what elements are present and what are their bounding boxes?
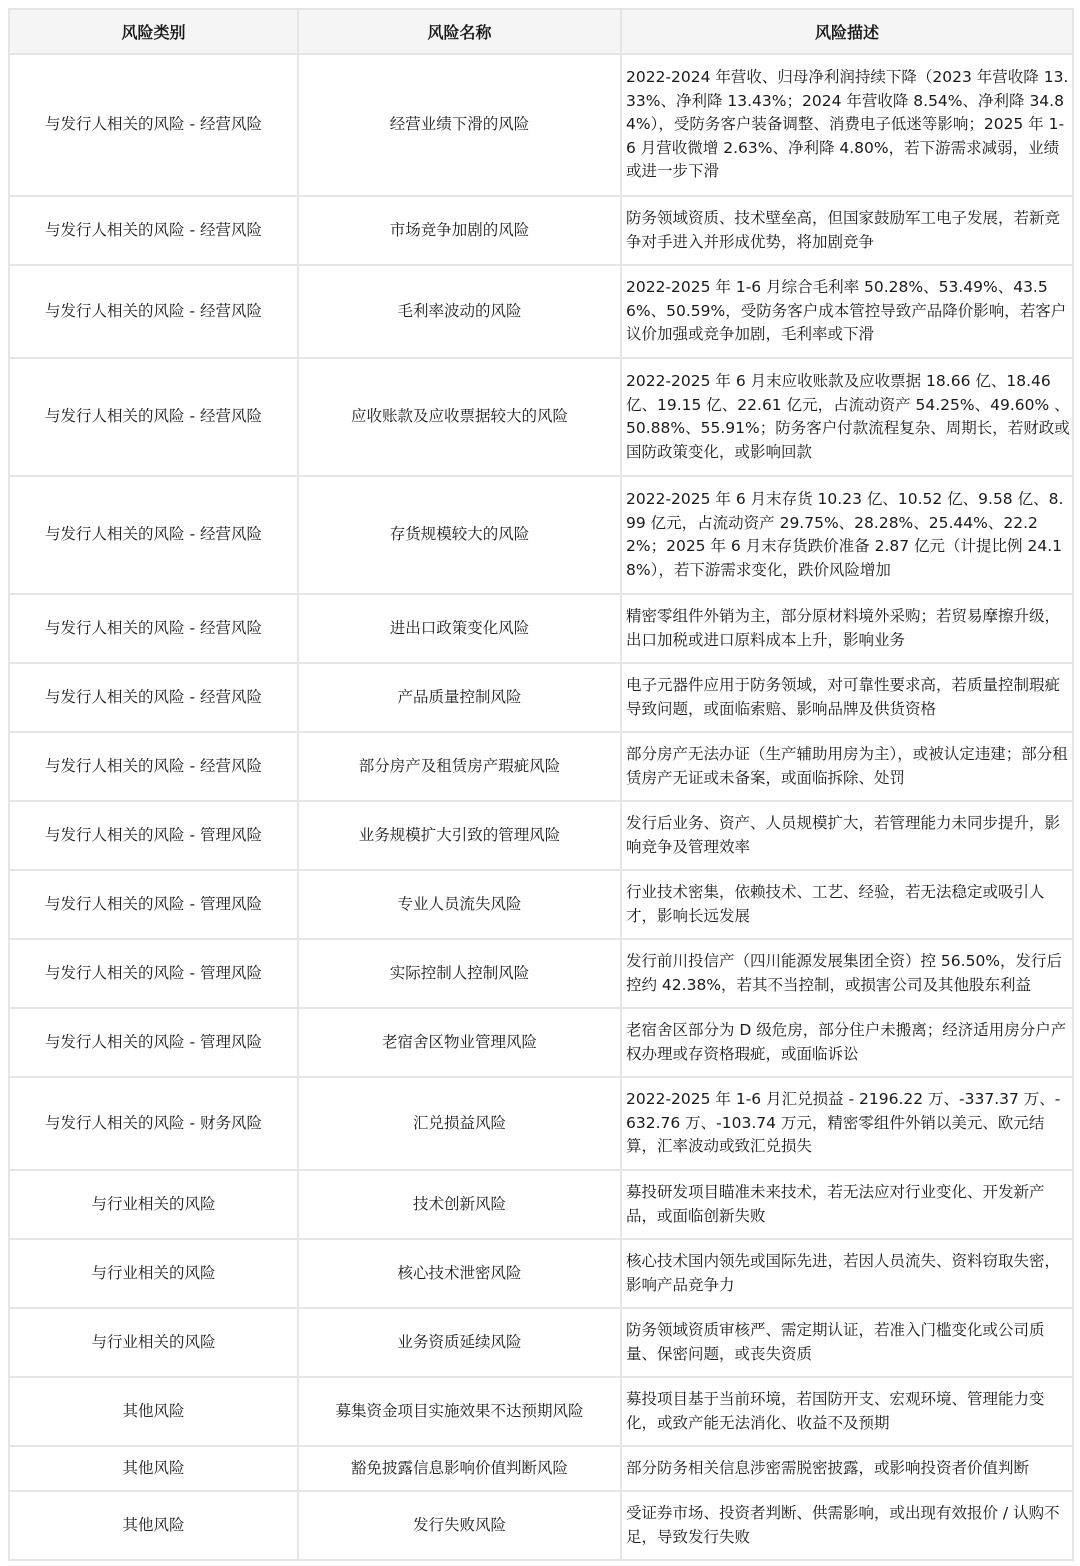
risk-description-cell: 行业技术密集，依赖技术、工艺、经验，若无法稳定或吸引人才，影响长远发展 (621, 870, 1073, 939)
risk-description-cell: 部分房产无法办证（生产辅助用房为主），或被认定违建；部分租赁房产无证或未备案，或面临拆除、处罚 (621, 732, 1073, 801)
table-row (9, 939, 1073, 1008)
risk-category-cell: 与发行人相关的风险 - 经营风险 (9, 358, 298, 476)
table-row (9, 1308, 1073, 1377)
risk-table-container (8, 8, 1072, 1561)
risk-description-cell: 精密零组件外销为主，部分原材料境外采购；若贸易摩擦升级，出口加税或进口原料成本上升，影响业务 (621, 594, 1073, 663)
risk-category-cell: 与发行人相关的风险 - 经营风险 (9, 594, 298, 663)
header-risk-category: 风险类别 (9, 9, 298, 54)
risk-category-cell: 与行业相关的风险 (9, 1170, 298, 1239)
risk-category-cell: 其他风险 (9, 1377, 298, 1446)
risk-name-cell: 应收账款及应收票据较大的风险 (298, 358, 621, 476)
risk-description-cell: 2022-2025 年 1-6 月综合毛利率 50.28%、53.49%、43.56%、50.59%，受防务客户成本管控导致产品降价影响，若客户议价加强或竞争加剧，毛利率或下滑 (621, 265, 1073, 358)
table-row (9, 358, 1073, 476)
risk-category-cell: 与发行人相关的风险 - 管理风险 (9, 801, 298, 870)
risk-name-cell: 老宿舍区物业管理风险 (298, 1008, 621, 1077)
risk-description-cell: 受证券市场、投资者判断、供需影响，或出现有效报价 / 认购不足，导致发行失败 (621, 1491, 1073, 1560)
table-row (9, 476, 1073, 594)
risk-description-cell: 募投研发项目瞄准未来技术，若无法应对行业变化、开发新产品，或面临创新失败 (621, 1170, 1073, 1239)
risk-name-cell: 业务资质延续风险 (298, 1308, 621, 1377)
risk-category-cell: 其他风险 (9, 1491, 298, 1560)
table-row (9, 801, 1073, 870)
risk-table (8, 8, 1074, 1561)
risk-category-cell: 与行业相关的风险 (9, 1308, 298, 1377)
risk-name-cell: 业务规模扩大引致的管理风险 (298, 801, 621, 870)
table-row (9, 1491, 1073, 1560)
risk-category-cell: 与发行人相关的风险 - 财务风险 (9, 1077, 298, 1170)
risk-name-cell: 实际控制人控制风险 (298, 939, 621, 1008)
risk-category-cell: 与发行人相关的风险 - 经营风险 (9, 265, 298, 358)
risk-name-cell: 募集资金项目实施效果不达预期风险 (298, 1377, 621, 1446)
risk-name-cell: 市场竞争加剧的风险 (298, 196, 621, 265)
risk-category-cell: 与发行人相关的风险 - 管理风险 (9, 939, 298, 1008)
table-row (9, 870, 1073, 939)
risk-category-cell: 与发行人相关的风险 - 经营风险 (9, 54, 298, 196)
risk-description-cell: 募投项目基于当前环境，若国防开支、宏观环境、管理能力变化，或致产能无法消化、收益不及预期 (621, 1377, 1073, 1446)
table-row (9, 196, 1073, 265)
risk-category-cell: 与发行人相关的风险 - 经营风险 (9, 476, 298, 594)
risk-description-cell: 核心技术国内领先或国际先进，若因人员流失、资料窃取失密，影响产品竞争力 (621, 1239, 1073, 1308)
risk-description-cell: 老宿舍区部分为 D 级危房，部分住户未搬离；经济适用房分户产权办理或存资格瑕疵，或面临诉讼 (621, 1008, 1073, 1077)
risk-name-cell: 专业人员流失风险 (298, 870, 621, 939)
table-row (9, 54, 1073, 196)
risk-name-cell: 产品质量控制风险 (298, 663, 621, 732)
risk-name-cell: 技术创新风险 (298, 1170, 621, 1239)
risk-name-cell: 汇兑损益风险 (298, 1077, 621, 1170)
risk-category-cell: 与发行人相关的风险 - 管理风险 (9, 870, 298, 939)
risk-category-cell: 与行业相关的风险 (9, 1239, 298, 1308)
risk-name-cell: 经营业绩下滑的风险 (298, 54, 621, 196)
risk-description-cell: 电子元器件应用于防务领域，对可靠性要求高，若质量控制瑕疵导致问题，或面临索赔、影响品牌及供货资格 (621, 663, 1073, 732)
risk-name-cell: 发行失败风险 (298, 1491, 621, 1560)
risk-description-cell: 防务领域资质、技术壁垒高，但国家鼓励军工电子发展，若新竞争对手进入并形成优势，将加剧竞争 (621, 196, 1073, 265)
risk-name-cell: 毛利率波动的风险 (298, 265, 621, 358)
risk-description-cell: 发行后业务、资产、人员规模扩大，若管理能力未同步提升，影响竞争及管理效率 (621, 801, 1073, 870)
risk-category-cell: 与发行人相关的风险 - 经营风险 (9, 196, 298, 265)
risk-category-cell: 与发行人相关的风险 - 经营风险 (9, 732, 298, 801)
table-header (9, 9, 1073, 54)
header-risk-name: 风险名称 (298, 9, 621, 54)
risk-category-cell: 与发行人相关的风险 - 管理风险 (9, 1008, 298, 1077)
risk-name-cell: 核心技术泄密风险 (298, 1239, 621, 1308)
table-body (9, 54, 1073, 1560)
risk-description-cell: 2022-2025 年 6 月末存货 10.23 亿、10.52 亿、9.58 亿、8.99 亿元，占流动资产 29.75%、28.28%、25.44%、22.22%；2025 年 6 月末存货跌价准备 2.87 亿元（计提比例 24.18%），若下游需求变化，跌价风险增加 (621, 476, 1073, 594)
table-row (9, 1008, 1073, 1077)
table-row (9, 663, 1073, 732)
header-row (9, 9, 1073, 54)
header-risk-description: 风险描述 (621, 9, 1073, 54)
table-row (9, 1170, 1073, 1239)
table-row (9, 1377, 1073, 1446)
risk-description-cell: 2022-2025 年 1-6 月汇兑损益 - 2196.22 万、-337.37 万、-632.76 万、-103.74 万元，精密零组件外销以美元、欧元结算，汇率波动或致汇兑损失 (621, 1077, 1073, 1170)
risk-name-cell: 部分房产及租赁房产瑕疵风险 (298, 732, 621, 801)
risk-name-cell: 豁免披露信息影响价值判断风险 (298, 1446, 621, 1491)
risk-category-cell: 与发行人相关的风险 - 经营风险 (9, 663, 298, 732)
table-row (9, 1077, 1073, 1170)
table-row (9, 594, 1073, 663)
risk-name-cell: 存货规模较大的风险 (298, 476, 621, 594)
risk-category-cell: 其他风险 (9, 1446, 298, 1491)
risk-description-cell: 部分防务相关信息涉密需脱密披露，或影响投资者价值判断 (621, 1446, 1073, 1491)
risk-name-cell: 进出口政策变化风险 (298, 594, 621, 663)
risk-description-cell: 发行前川投信产（四川能源发展集团全资）控 56.50%，发行后控约 42.38%，若其不当控制，或损害公司及其他股东利益 (621, 939, 1073, 1008)
table-row (9, 1446, 1073, 1491)
table-row (9, 732, 1073, 801)
risk-description-cell: 2022-2025 年 6 月末应收账款及应收票据 18.66 亿、18.46 亿、19.15 亿、22.61 亿元，占流动资产 54.25%、49.60% 、50.88%、55.91%；防务客户付款流程复杂、周期长，若财政或国防政策变化，或影响回款 (621, 358, 1073, 476)
table-row (9, 1239, 1073, 1308)
risk-description-cell: 2022-2024 年营收、归母净利润持续下降（2023 年营收降 13.33%、净利降 13.43%；2024 年营收降 8.54%、净利降 34.84%），受防务客户装备调整、消费电子低迷等影响；2025 年 1-6 月营收微增 2.63%、净利降 4.80%，若下游需求减弱，业绩或进一步下滑 (621, 54, 1073, 196)
risk-description-cell: 防务领域资质审核严、需定期认证，若准入门槛变化或公司质量、保密问题，或丧失资质 (621, 1308, 1073, 1377)
table-row (9, 265, 1073, 358)
